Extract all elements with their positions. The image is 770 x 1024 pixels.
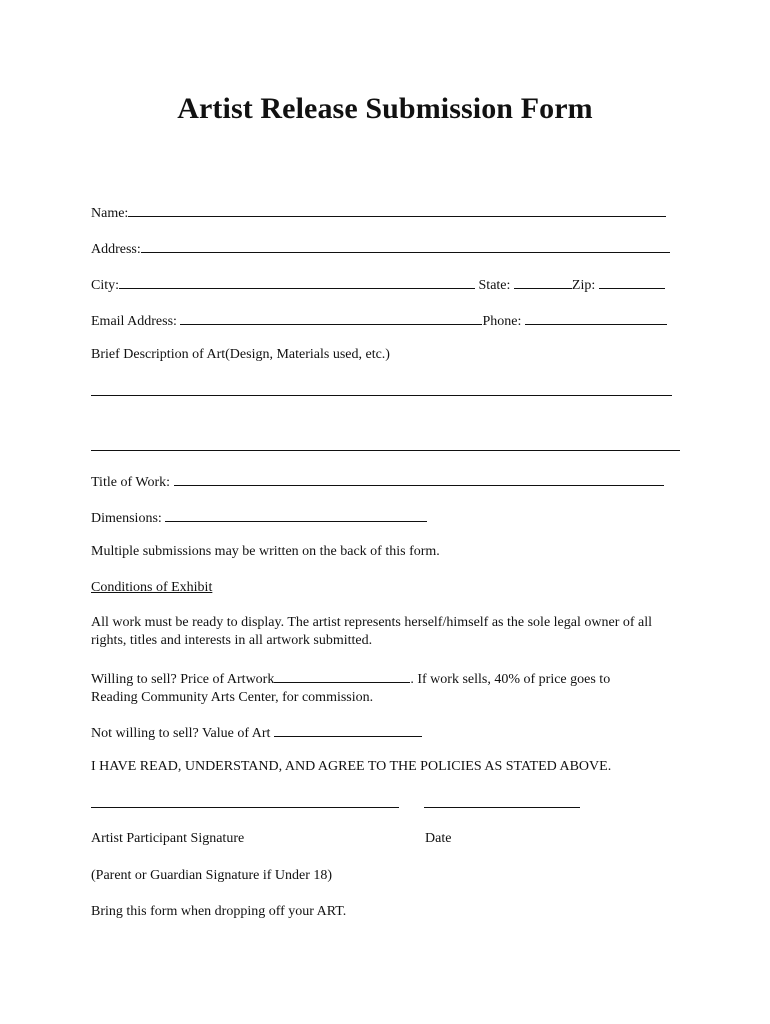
conditions-text: All work must be ready to display. The artist represents herself/himself as the sole legal owner of all rights, titles and interests in all artwork submitted. xyxy=(91,615,653,648)
signature-line[interactable] xyxy=(91,807,399,808)
not-willing-row xyxy=(91,723,422,742)
city-field[interactable] xyxy=(119,275,475,289)
state-field[interactable] xyxy=(514,275,572,289)
description-line-1[interactable] xyxy=(91,395,672,396)
willing-to-sell-label: Willing to sell? Price of Artwork xyxy=(91,672,275,687)
zip-label: Zip: xyxy=(571,278,596,293)
dimensions-row xyxy=(91,508,427,527)
price-of-artwork-field[interactable] xyxy=(274,669,410,683)
willing-to-sell-line2: Reading Community Arts Center, for commission. xyxy=(91,690,374,705)
city-label: City: xyxy=(91,278,120,293)
email-phone-row xyxy=(91,311,667,330)
date-label: Date xyxy=(425,831,452,846)
date-line[interactable] xyxy=(424,807,580,808)
phone-field[interactable] xyxy=(525,311,667,325)
guardian-note: (Parent or Guardian Signature if Under 18) xyxy=(91,868,333,883)
city-state-zip-row xyxy=(91,275,665,294)
conditions-heading: Conditions of Exhibit xyxy=(91,580,213,595)
name-field[interactable] xyxy=(128,203,666,217)
form-title: Artist Release Submission Form xyxy=(177,92,593,125)
name-label: Name: xyxy=(91,206,129,221)
zip-field[interactable] xyxy=(599,275,665,289)
title-of-work-row xyxy=(91,472,664,491)
state-label: State: xyxy=(478,278,511,293)
name-row xyxy=(91,203,666,222)
dimensions-label: Dimensions: xyxy=(91,511,162,526)
value-of-art-field[interactable] xyxy=(274,723,422,737)
multiple-submissions-note: Multiple submissions may be written on the back of this form. xyxy=(91,544,440,559)
agreement-statement: I HAVE READ, UNDERSTAND, AND AGREE TO THE POLICIES AS STATED ABOVE. xyxy=(91,759,612,774)
dimensions-field[interactable] xyxy=(165,508,427,522)
email-label: Email Address: xyxy=(91,314,177,329)
title-of-work-label: Title of Work: xyxy=(91,475,170,490)
not-willing-label: Not willing to sell? Value of Art xyxy=(91,726,271,741)
email-field[interactable] xyxy=(180,311,482,325)
title-of-work-field[interactable] xyxy=(174,472,664,486)
willing-to-sell-block xyxy=(91,669,691,707)
address-row xyxy=(91,239,670,258)
phone-label: Phone: xyxy=(482,314,522,329)
bring-form-note: Bring this form when dropping off your ART. xyxy=(91,904,347,919)
signature-label: Artist Participant Signature xyxy=(91,831,245,846)
description-label: Brief Description of Art(Design, Materials used, etc.) xyxy=(91,347,390,362)
description-line-2[interactable] xyxy=(91,450,680,451)
willing-to-sell-suffix: . If work sells, 40% of price goes to xyxy=(410,672,611,687)
address-field[interactable] xyxy=(141,239,670,253)
address-label: Address: xyxy=(91,242,141,257)
